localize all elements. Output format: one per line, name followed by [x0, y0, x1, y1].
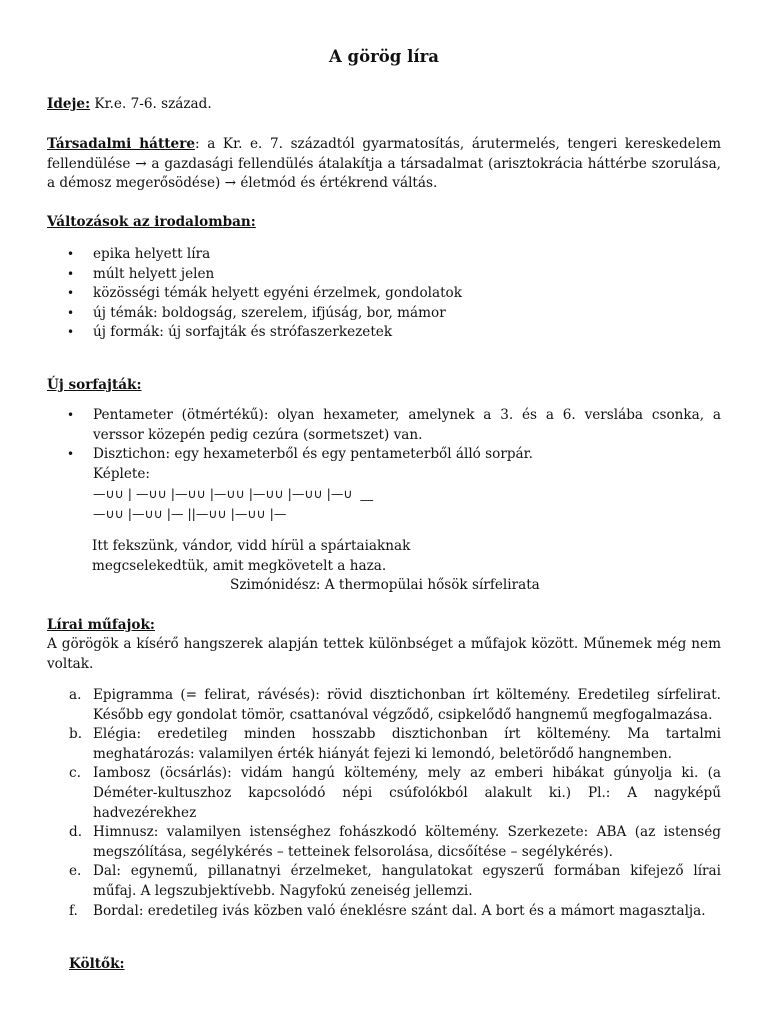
genre-item [47, 862, 721, 901]
genre-letter: e. [69, 863, 82, 880]
list-item-text: • Pentameter (ötmértékű): olyan hexameter, amelynek a 3. és a 6. verslába csonka, a verssor közepén pedig cezúra (sormetszet) van. [93, 407, 721, 443]
genre-item [47, 764, 721, 823]
valtozasok-heading-text: Változások az irodalomban: [47, 214, 256, 230]
tarsadalmi-paragraph [47, 135, 721, 194]
genre-text: Bordal: eredetileg ivás közben való éneklésre szánt dal. A bort és a mámort magasztalja. [93, 902, 706, 919]
ideje-paragraph [47, 95, 721, 115]
list-item-text: • új témák: boldogság, szerelem, ifjúság, bor, mámor [93, 304, 446, 321]
lirai-heading [47, 616, 721, 636]
tarsadalmi-text: : a Kr. e. 7. századtól gyarmatosítás, árutermelés, tengeri kereskedelem fellendülése → a gazdasági fellendülés átalakítja a társadalmat (arisztokrácia háttérbe szorulása, a démosz megerősödése) → életmód és értékrend váltás. [47, 136, 721, 192]
genre-list [47, 686, 721, 921]
genre-text: Iambosz (öcsárlás): vidám hangú költemény, mely az emberi hibákat gúnyolja ki. (a Déméter-kultuszhoz kapcsolódó népi csúfolókból alakult ki.) Pl.: A nagyképű hadvezérekhez [93, 765, 721, 821]
genre-letter: f. [69, 902, 78, 919]
sorfajtak-heading-text: Új sorfajták: [47, 377, 142, 393]
genre-letter: d. [69, 824, 83, 841]
genre-letter: b. [69, 726, 83, 743]
genre-letter: a. [69, 687, 82, 703]
list-item-text: • epika helyett líra [93, 246, 211, 262]
lirai-intro: A görögök a kísérő hangszerek alapján tettek különbséget a műfajok között. Műnemek még nem voltak. [47, 636, 721, 672]
lirai-heading-text: Lírai műfajok: [47, 617, 155, 633]
meter-line-hexameter: —∪∪ | —∪∪ |—∪∪ |—∪∪ |—∪∪ |—∪∪ |—∪ __ [93, 486, 373, 502]
koltok-heading-text: Költők: [69, 956, 125, 972]
sorfajtak-list [47, 406, 721, 524]
genre-letter: c. [69, 765, 81, 782]
genre-text: Himnusz: valamilyen istenséghez fohászkodó költemény. Szerkezete: ABA (az istenség megszólítása, segélykérés – tetteinek felsorolása, dicsőítése – segélykérés). [93, 824, 721, 860]
poem-line: Itt fekszünk, vándor, vidd hírül a spártaiaknak [92, 538, 411, 554]
list-item-text: • múlt helyett jelen [93, 265, 215, 282]
keplete-label: Képlete: [93, 465, 151, 482]
tarsadalmi-label: Társadalmi háttere [47, 136, 196, 152]
poem-line: megcselekedtük, amit megkövetelt a haza. [92, 557, 387, 574]
list-item [47, 323, 721, 343]
page-title: A görög líra [329, 47, 439, 66]
genre-text: Epigramma (= felirat, rávésés): rövid disztichonban írt költemény. Eredetileg sírfelirat. Később egy gondolat tömör, csattanóval végződő, csipkelődő hangnemű megfogalmazása. [93, 687, 721, 723]
list-item [47, 304, 721, 324]
genre-text: Dal: egynemű, pillanatnyi érzelmeket, hangulatokat egyszerű formában kifejező lírai műfaj. A legszubjektívebb. Nagyfokú zeneiség jellemzi. [93, 863, 721, 899]
list-item-text: • Disztichon: egy hexameterből és egy pentameterből álló sorpár. [93, 446, 533, 463]
genre-item [47, 902, 721, 922]
genre-item [47, 686, 721, 725]
genre-item [47, 725, 721, 764]
ideje-label: Ideje: [47, 96, 91, 112]
genre-text: Elégia: eredetileg minden hosszabb disztichonban írt költemény. Ma tartalmi meghatározás: valamilyen érték hiányát fejezi ki lemondó, beletörődő hangnemben. [93, 726, 721, 762]
meter-line-pentameter: —∪∪ |—∪∪ |— ||—∪∪ |—∪∪ |— [93, 505, 287, 521]
valtozasok-heading [47, 213, 721, 233]
koltok-heading [69, 955, 743, 975]
poem [92, 537, 652, 596]
list-item [47, 406, 721, 445]
genre-item [47, 823, 721, 862]
valtozasok-list [47, 245, 721, 343]
ideje-text: Kr.e. 7-6. század. [90, 96, 212, 112]
list-item-text: • közösségi témák helyett egyéni érzelmek, gondolatok [93, 285, 462, 302]
list-item [47, 284, 721, 304]
list-item-text: • új formák: új sorfajták és strófaszerkezetek [93, 324, 393, 341]
list-item [47, 245, 721, 265]
list-item [47, 445, 721, 523]
sorfajtak-heading [47, 376, 721, 396]
poem-attribution: Szimónidész: A thermopülai hősök sírfelirata [230, 577, 540, 594]
list-item [47, 265, 721, 285]
